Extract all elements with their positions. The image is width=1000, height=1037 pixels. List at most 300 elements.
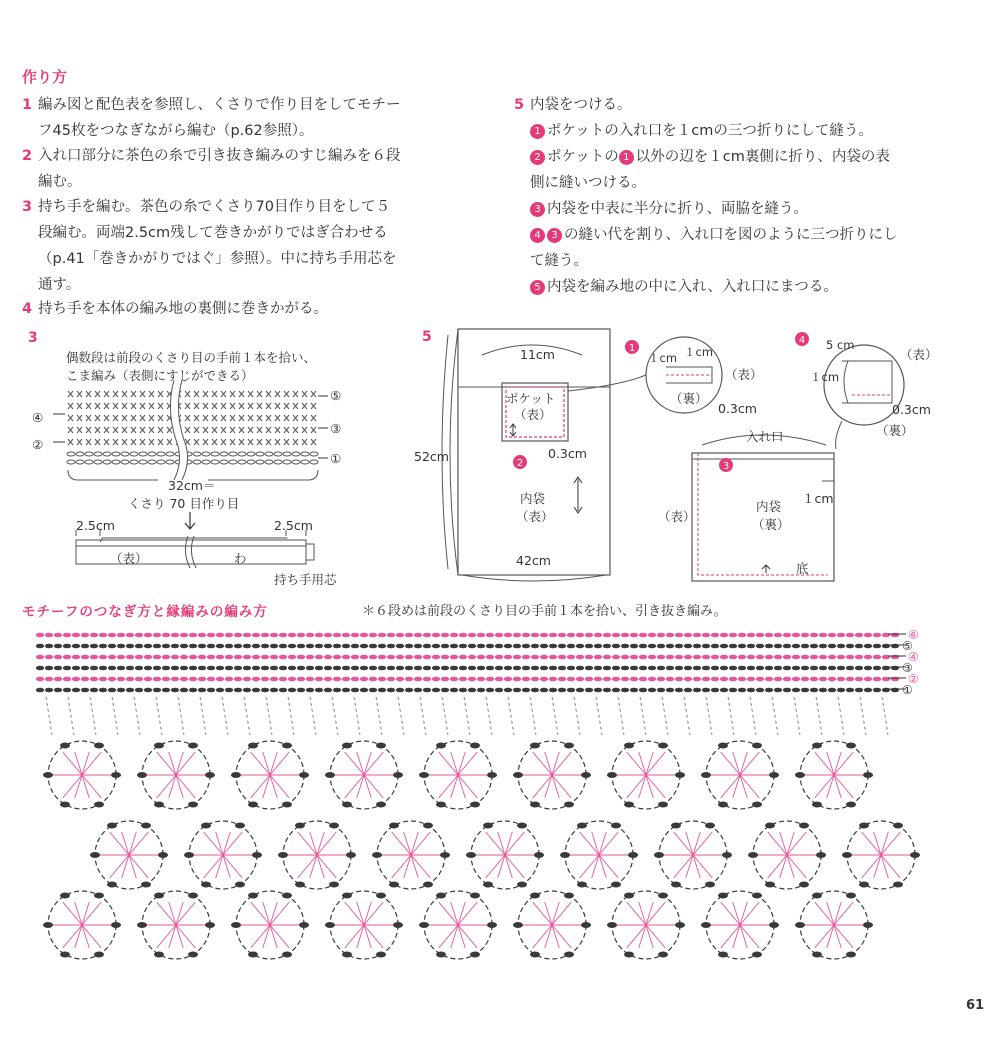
- motif-joint: [863, 772, 873, 778]
- motif-petal: [834, 752, 853, 775]
- x-stitch: [230, 391, 235, 397]
- chain-stitch: [576, 644, 583, 648]
- x-stitch: [194, 427, 199, 433]
- chain-stitch: [576, 688, 583, 692]
- chain-stitch: [747, 644, 754, 648]
- chain-stitch: [513, 644, 520, 648]
- x-stitch: [266, 439, 271, 445]
- chain-stitch: [36, 677, 43, 681]
- chain-stitch: [702, 655, 709, 659]
- motif-joint: [248, 951, 258, 957]
- motif-petal: [317, 832, 336, 855]
- chain-stitch: [162, 666, 169, 670]
- chain-stitch: [45, 633, 52, 637]
- chain-stitch: [855, 677, 862, 681]
- chain-stitch: [612, 666, 619, 670]
- chain-stitch: [270, 677, 277, 681]
- tube-break: [185, 536, 196, 568]
- x-stitch: [311, 439, 316, 445]
- motif-joint: [60, 893, 70, 899]
- chain-stitch: [765, 644, 772, 648]
- motif-petal: [646, 775, 665, 798]
- circled-number-text: 4: [798, 335, 806, 346]
- bottom-arrow: [762, 565, 770, 573]
- chain-stitch: [63, 655, 70, 659]
- fig3-front-label: （表）: [110, 551, 148, 566]
- chain-stitch: [513, 688, 520, 692]
- motif-joint: [513, 772, 523, 778]
- motif-joint: [795, 772, 805, 778]
- motif-joint: [795, 922, 805, 928]
- chain-stitch: [657, 633, 664, 637]
- chain-stitch: [270, 655, 277, 659]
- step-line: 持ち手を編む。茶色の糸でくさり70目作り目をして５: [38, 199, 390, 215]
- motif-petal: [298, 832, 317, 855]
- x-stitch: [212, 415, 217, 421]
- x-stitch: [131, 439, 136, 445]
- chain-stitch: [247, 452, 255, 456]
- motif-joint: [705, 881, 715, 887]
- row-label: ④: [908, 650, 919, 664]
- motif-joint: [752, 801, 762, 807]
- chain-stitch: [310, 460, 318, 464]
- chain-stitch: [252, 666, 259, 670]
- chain-stitch: [630, 688, 637, 692]
- step-line: フ45枚をつなぎながら編む（p.62参照）。: [38, 123, 314, 139]
- motif-joint: [141, 823, 151, 829]
- chain-stitch: [486, 655, 493, 659]
- chain-stitch: [828, 688, 835, 692]
- chain-stitch: [819, 677, 826, 681]
- chain-stitch: [756, 633, 763, 637]
- chain-stitch: [801, 677, 808, 681]
- x-stitch: [257, 415, 262, 421]
- chain-stitch: [261, 677, 268, 681]
- chain-stitch: [162, 688, 169, 692]
- motif-petal: [646, 925, 665, 948]
- x-stitch: [77, 439, 82, 445]
- chain-stitch: [792, 655, 799, 659]
- chain-stitch: [369, 655, 376, 659]
- motif-joint: [282, 801, 292, 807]
- circled-number: 1: [619, 150, 634, 165]
- chain-stitch: [216, 644, 223, 648]
- chain-stitch: [423, 633, 430, 637]
- circled-number-text: 2: [516, 458, 524, 469]
- motif-petal: [157, 775, 176, 798]
- x-stitch: [95, 403, 100, 409]
- join-line: [772, 697, 778, 735]
- motif-petal: [834, 925, 853, 948]
- chain-stitch: [315, 688, 322, 692]
- chain-stitch: [171, 644, 178, 648]
- chain-stitch: [288, 633, 295, 637]
- chain-stitch: [121, 452, 129, 456]
- x-stitch: [131, 391, 136, 397]
- motif-joint: [235, 823, 245, 829]
- motif-petal: [345, 925, 364, 948]
- motif-petal: [862, 832, 881, 855]
- chain-stitch: [819, 688, 826, 692]
- x-stitch: [194, 415, 199, 421]
- fig5-inner-back: 内袋: [756, 499, 782, 514]
- chain-stitch: [711, 688, 718, 692]
- chain-stitch: [130, 460, 138, 464]
- motif-joint: [205, 772, 215, 778]
- chain-stitch: [459, 655, 466, 659]
- motif-petal: [251, 902, 270, 925]
- chain-stitch: [675, 666, 682, 670]
- motif-petal: [204, 832, 223, 855]
- chain-stitch: [864, 688, 871, 692]
- chain-stitch: [270, 666, 277, 670]
- chain-stitch: [774, 677, 781, 681]
- motif-petal: [251, 925, 270, 948]
- chain-stitch: [180, 655, 187, 659]
- fig3-core-label: 持ち手用芯: [274, 572, 337, 587]
- chain-stitch: [148, 460, 156, 464]
- motif-joint: [389, 881, 399, 887]
- chain-stitch: [288, 655, 295, 659]
- chain-stitch: [558, 688, 565, 692]
- motif-joint: [107, 881, 117, 887]
- circled-number: 5: [530, 280, 545, 295]
- x-stitch: [248, 403, 253, 409]
- motif-joint: [893, 881, 903, 887]
- chain-stitch: [558, 677, 565, 681]
- chain-stitch: [810, 633, 817, 637]
- motif-petal: [204, 855, 223, 878]
- x-stitch: [293, 403, 298, 409]
- chain-stitch: [450, 655, 457, 659]
- x-stitch: [104, 427, 109, 433]
- x-stitch: [104, 403, 109, 409]
- motif-petal: [82, 925, 101, 948]
- x-stitch: [221, 403, 226, 409]
- motif-petal: [223, 832, 242, 855]
- x-stitch: [113, 403, 118, 409]
- motif-petal: [157, 925, 176, 948]
- chain-stitch: [288, 688, 295, 692]
- chain-stitch: [504, 666, 511, 670]
- chain-stitch: [729, 677, 736, 681]
- chain-stitch: [594, 644, 601, 648]
- chain-stitch: [459, 688, 466, 692]
- chain-stitch: [522, 633, 529, 637]
- chain-stitch: [477, 655, 484, 659]
- chain-stitch: [846, 644, 853, 648]
- chain-stitch: [234, 633, 241, 637]
- chain-stitch: [189, 633, 196, 637]
- chain-stitch: [36, 666, 43, 670]
- motif-petal: [787, 832, 806, 855]
- motif-joint: [607, 772, 617, 778]
- chain-stitch: [603, 688, 610, 692]
- chain-stitch: [639, 666, 646, 670]
- chain-stitch: [423, 677, 430, 681]
- chain-stitch: [603, 633, 610, 637]
- step-5-title: 内袋をつける。: [530, 97, 632, 113]
- chain-stitch: [873, 677, 880, 681]
- chain-stitch: [85, 452, 93, 456]
- chain-stitch: [207, 666, 214, 670]
- chain-stitch: [112, 452, 120, 456]
- x-stitch: [230, 403, 235, 409]
- chain-stitch: [342, 644, 349, 648]
- chain-stitch: [495, 677, 502, 681]
- step-5: [514, 92, 898, 300]
- motif-joint: [342, 743, 352, 749]
- chain-stitch: [54, 633, 61, 637]
- motif-joint: [154, 801, 164, 807]
- fig5-c4-front: （表）: [900, 347, 938, 362]
- motif-joint: [581, 772, 591, 778]
- x-stitch: [221, 439, 226, 445]
- fig5-bag-label: 内袋: [520, 491, 546, 506]
- chain-stitch: [441, 677, 448, 681]
- chain-stitch: [513, 655, 520, 659]
- chain-stitch: [90, 644, 97, 648]
- chain-stitch: [225, 633, 232, 637]
- x-stitch: [239, 439, 244, 445]
- chain-stitch: [216, 633, 223, 637]
- motif-joint: [376, 893, 386, 899]
- x-stitch: [311, 427, 316, 433]
- motif-petal: [345, 775, 364, 798]
- chain-stitch: [292, 460, 300, 464]
- chain-stitch: [180, 666, 187, 670]
- motif-petal: [82, 902, 101, 925]
- chain-stitch: [351, 644, 358, 648]
- chain-stitch: [45, 677, 52, 681]
- handle-stitch-chart: [28, 330, 378, 590]
- x-stitch: [257, 439, 262, 445]
- chain-stitch: [193, 452, 201, 456]
- chain-stitch: [387, 688, 394, 692]
- x-stitch: [149, 415, 154, 421]
- chain-stitch: [513, 677, 520, 681]
- x-stitch: [95, 391, 100, 397]
- chain-stitch: [139, 452, 147, 456]
- motif-petal: [176, 902, 195, 925]
- chain-stitch: [558, 666, 565, 670]
- join-line: [178, 697, 184, 735]
- chain-stitch: [819, 655, 826, 659]
- chain-stitch: [360, 677, 367, 681]
- chain-stitch: [558, 644, 565, 648]
- row-label: ②: [908, 672, 919, 686]
- chain-stitch: [522, 666, 529, 670]
- x-stitch: [266, 403, 271, 409]
- motif-joint: [43, 772, 53, 778]
- chain-stitch: [702, 666, 709, 670]
- chain-stitch: [432, 688, 439, 692]
- chain-stitch: [234, 655, 241, 659]
- chain-stitch: [45, 688, 52, 692]
- chain-stitch: [594, 666, 601, 670]
- chain-stitch: [441, 688, 448, 692]
- motif-joint: [90, 852, 100, 858]
- motif-joint: [342, 893, 352, 899]
- motif-joint: [752, 893, 762, 899]
- chain-stitch: [657, 688, 664, 692]
- chain-stitch: [594, 688, 601, 692]
- x-stitch: [275, 427, 280, 433]
- motif-joint: [483, 881, 493, 887]
- fig5-height: 52cm: [414, 449, 449, 464]
- chain-stitch: [216, 655, 223, 659]
- motif-joint: [295, 881, 305, 887]
- x-stitch: [122, 415, 127, 421]
- motif-joint: [201, 823, 211, 829]
- motif-joint: [487, 772, 497, 778]
- chain-stitch: [207, 655, 214, 659]
- chain-stitch: [229, 460, 237, 464]
- motif-petal: [881, 832, 900, 855]
- motif-petal: [505, 832, 524, 855]
- chain-stitch: [477, 677, 484, 681]
- motif-joint: [188, 893, 198, 899]
- chain-stitch: [576, 666, 583, 670]
- chain-stitch: [225, 655, 232, 659]
- chain-stitch: [108, 633, 115, 637]
- chain-stitch: [234, 644, 241, 648]
- chain-stitch: [63, 633, 70, 637]
- chain-stitch: [126, 677, 133, 681]
- join-line: [728, 697, 734, 735]
- motif-petal: [580, 832, 599, 855]
- motif-joint: [816, 852, 826, 858]
- chain-stitch: [153, 633, 160, 637]
- chain-stitch: [486, 688, 493, 692]
- chain-stitch: [747, 633, 754, 637]
- motif-petal: [317, 855, 336, 878]
- chain-stitch: [153, 666, 160, 670]
- chain-stitch: [612, 633, 619, 637]
- x-stitch: [212, 403, 217, 409]
- x-stitch: [239, 403, 244, 409]
- x-stitch: [131, 403, 136, 409]
- chain-stitch: [45, 666, 52, 670]
- x-stitch: [203, 439, 208, 445]
- chain-stitch: [171, 633, 178, 637]
- motif-petal: [862, 855, 881, 878]
- motif-joint: [423, 881, 433, 887]
- circled-number: 4: [530, 228, 545, 243]
- chain-stitch: [189, 666, 196, 670]
- motif-joint: [846, 893, 856, 899]
- chain-stitch: [720, 666, 727, 670]
- chain-stitch: [540, 644, 547, 648]
- chain-stitch: [630, 666, 637, 670]
- x-stitch: [212, 427, 217, 433]
- motif-petal: [486, 855, 505, 878]
- join-line: [420, 697, 426, 735]
- chain-stitch: [387, 633, 394, 637]
- chain-stitch: [846, 677, 853, 681]
- motif-joint: [893, 823, 903, 829]
- x-stitch: [77, 403, 82, 409]
- chain-stitch: [504, 677, 511, 681]
- chain-stitch: [558, 633, 565, 637]
- motif-petal: [740, 775, 759, 798]
- fig5-width-top: 11cm: [520, 347, 555, 362]
- chain-stitch: [126, 688, 133, 692]
- chain-stitch: [783, 677, 790, 681]
- join-line: [684, 697, 690, 735]
- join-line: [552, 697, 558, 735]
- join-line: [530, 697, 536, 735]
- chain-stitch: [324, 688, 331, 692]
- x-stitch: [221, 415, 226, 421]
- chain-stitch: [261, 666, 268, 670]
- motif-petal: [411, 855, 430, 878]
- chain-stitch: [729, 666, 736, 670]
- x-stitch: [239, 415, 244, 421]
- step-5-item: 5 内袋を編み地の中に入れ、入れ口にまつる。: [530, 274, 898, 300]
- x-stitch: [68, 403, 73, 409]
- chain-stitch: [198, 688, 205, 692]
- motif-joint: [799, 881, 809, 887]
- motif-joint: [769, 772, 779, 778]
- chain-stitch: [342, 633, 349, 637]
- join-line: [794, 697, 800, 735]
- motif-joint: [675, 772, 685, 778]
- chain-stitch: [756, 655, 763, 659]
- chain-stitch: [261, 633, 268, 637]
- step-number: 3: [22, 199, 33, 215]
- chain-stitch: [639, 633, 646, 637]
- chain-stitch: [180, 644, 187, 648]
- step-number: 2: [22, 148, 33, 164]
- motif-joint: [671, 823, 681, 829]
- x-stitch: [221, 391, 226, 397]
- motif-petal: [815, 902, 834, 925]
- row-label: ⑤: [902, 639, 913, 653]
- motif-joint: [846, 801, 856, 807]
- motif-petal: [721, 752, 740, 775]
- chain-stitch: [189, 644, 196, 648]
- x-stitch: [86, 427, 91, 433]
- chain-stitch: [396, 644, 403, 648]
- x-stitch: [68, 427, 73, 433]
- chain-stitch: [594, 677, 601, 681]
- chain-stitch: [72, 644, 79, 648]
- chain-stitch: [103, 460, 111, 464]
- x-stitch: [68, 415, 73, 421]
- chain-stitch: [450, 677, 457, 681]
- motif-petal: [82, 775, 101, 798]
- chain-stitch: [540, 677, 547, 681]
- fig3-note2: こま編み（表側にすじができる）: [66, 368, 254, 383]
- chain-stitch: [711, 633, 718, 637]
- chain-stitch: [252, 655, 259, 659]
- down-arrow: [185, 512, 195, 529]
- chain-stitch: [738, 633, 745, 637]
- chain-stitch: [630, 633, 637, 637]
- chain-stitch: [162, 633, 169, 637]
- motif-joint: [440, 852, 450, 858]
- x-stitch: [230, 427, 235, 433]
- chain-stitch: [36, 655, 43, 659]
- chain-stitch: [666, 655, 673, 659]
- chain-stitch: [450, 688, 457, 692]
- chain-stitch: [675, 644, 682, 648]
- join-line: [706, 697, 712, 735]
- chain-stitch: [144, 655, 151, 659]
- row-label: ①: [902, 683, 913, 697]
- join-line: [398, 697, 404, 735]
